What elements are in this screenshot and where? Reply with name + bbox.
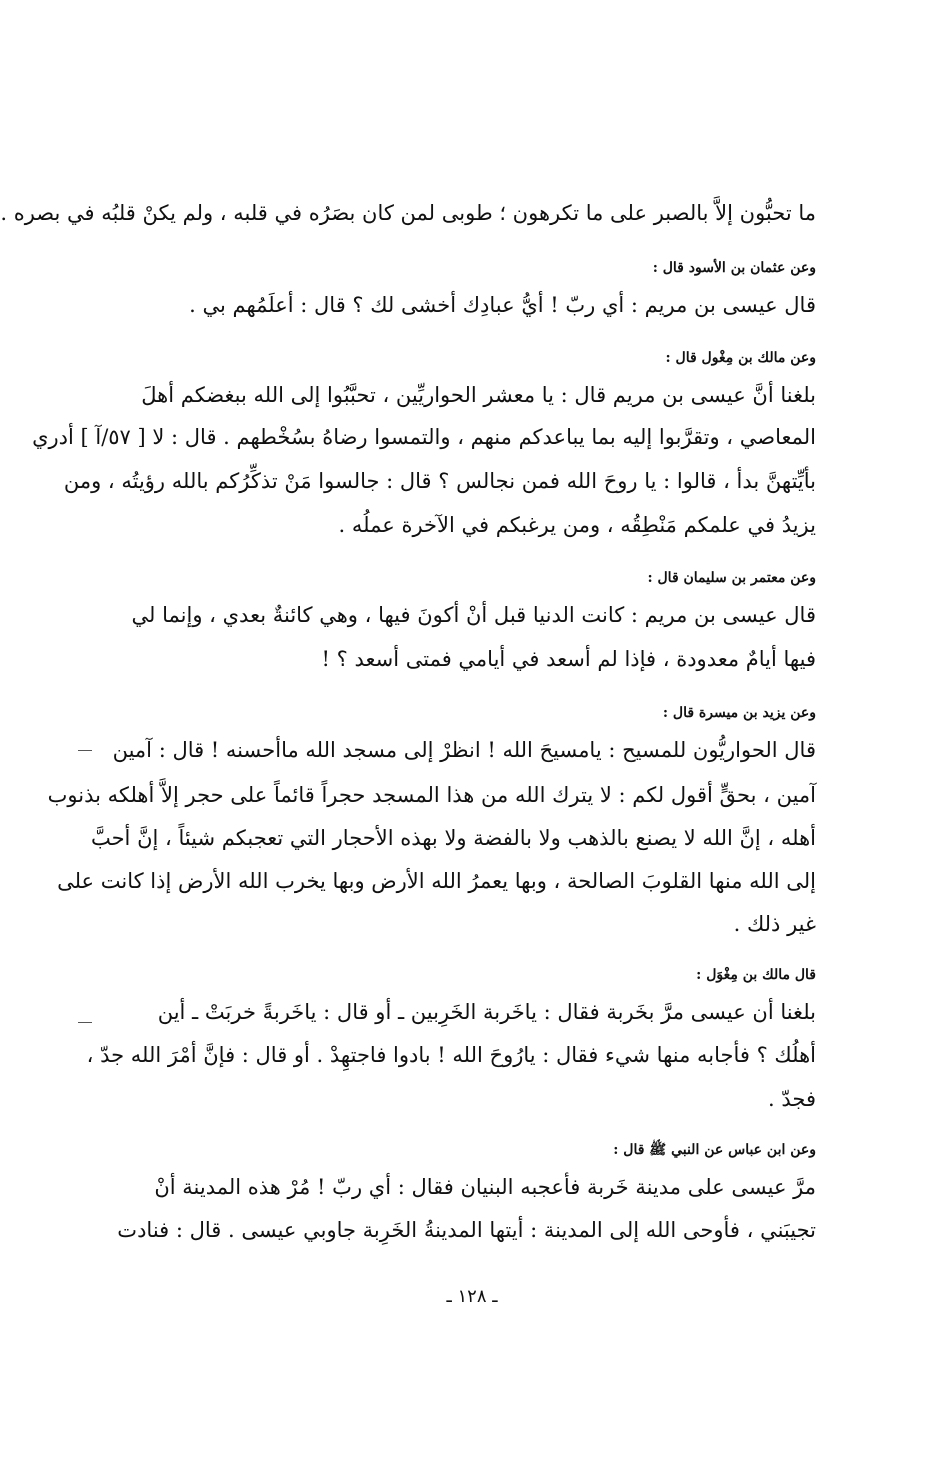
section-heading: وعن يزيد بن ميسرة قال : <box>662 705 816 721</box>
text-line: المعاصي ، وتقرَّبوا إليه بما يباعدكم منهم ، والتمسوا رضاهُ بسُخْطهم . قال : لا [ ٥٧/آ ] أدري <box>32 425 816 449</box>
text-line: أهلُك ؟ فأجابه منها شيء فقال : يارُوحَ الله ! بادوا فاجتهِدْ . أو قال : فإنَّ أمْرَ الله جدّ ، <box>86 1043 816 1067</box>
text-line: ما تحبُّون إلاَّ بالصبر على ما تكرهون ؛ طوبى لمن كان بصَرُه في قلبه ، ولم يكنْ قلبُه في بصره . <box>0 201 816 225</box>
text-line: إلى الله منها القلوبَ الصالحة ، وبها يعمرُ الله الأرض وبها يخرب الله الأرض إذا كانت على <box>57 869 816 893</box>
text-line: قال الحواريُّون للمسيح : يامسيحَ الله ! انظرْ إلى مسجد الله ماأحسنه ! قال : آمين <box>112 738 816 762</box>
text-line: بلغنا أن عيسى مرَّ بخَربة فقال : ياخَربة الخَرِبين ـ أو قال : ياخَربةً خربَتْ ـ أين <box>157 1000 816 1024</box>
text-line: مرَّ عيسى على مدينة خَربة فأعجبه البنيان فقال : أي ربّ ! مُرْ هذه المدينة أنْ <box>154 1175 816 1199</box>
section-heading: وعن معتمر بن سليمان قال : <box>647 570 816 586</box>
section-heading: وعن عثمان بن الأسود قال : <box>652 260 816 276</box>
text-line: فجدّ . <box>768 1087 816 1111</box>
margin-mark <box>78 750 92 751</box>
text-line: فيها أيامٌ معدودة ، فإذا لم أسعد في أيامي فمتى أسعد ؟ ! <box>321 647 816 671</box>
text-line: يزيدُ في علمكم مَنْطِقُه ، ومن يرغبكم في الآخرة عملُه . <box>338 513 816 537</box>
text-line: بلغنا أنَّ عيسى بن مريم قال : يا معشر الحواريِّين ، تحبَّبُوا إلى الله ببغضكم أهلَ <box>141 383 816 407</box>
text-line: قال عيسى بن مريم : كانت الدنيا قبل أنْ أكونَ فيها ، وهي كائنةٌ بعدي ، وإنما لي <box>131 603 816 627</box>
margin-mark <box>78 1022 92 1023</box>
section-heading: قال مالك بن مِغْوَل : <box>696 967 816 983</box>
section-heading: وعن ابن عباس عن النبي ﷺ قال : <box>613 1142 816 1158</box>
text-line: تجيبَني ، فأوحى الله إلى المدينة : أيتها المدينةُ الخَرِبة جاوبي عيسى . قال : فنادت <box>117 1218 816 1242</box>
text-line: آمين ، بحقٍّ أقول لكم : لا يترك الله من هذا المسجد حجراً قائماً على حجر إلاَّ أهلكه بذنوب <box>47 783 816 807</box>
text-line: غير ذلك . <box>733 912 816 936</box>
page-number: ـ ١٢٨ ـ <box>446 1286 498 1307</box>
text-line: أهله ، إنَّ الله لا يصنع بالذهب ولا بالفضة ولا بهذه الأحجار التي تعجبكم شيئاً ، إنَّ أحبَّ <box>90 826 816 850</box>
text-line: قال عيسى بن مريم : أي ربّ ! أيُّ عبادِك أخشى لك ؟ قال : أعلَمُهم بي . <box>189 293 816 317</box>
text-line: بأيِّتهنَّ بدأ ، قالوا : يا روحَ الله فمن نجالس ؟ قال : جالسوا مَنْ تذكِّرُكم بالله رؤيتُه ، ومن <box>63 469 816 493</box>
section-heading: وعن مالك بن مِغْول قال : <box>665 350 816 366</box>
